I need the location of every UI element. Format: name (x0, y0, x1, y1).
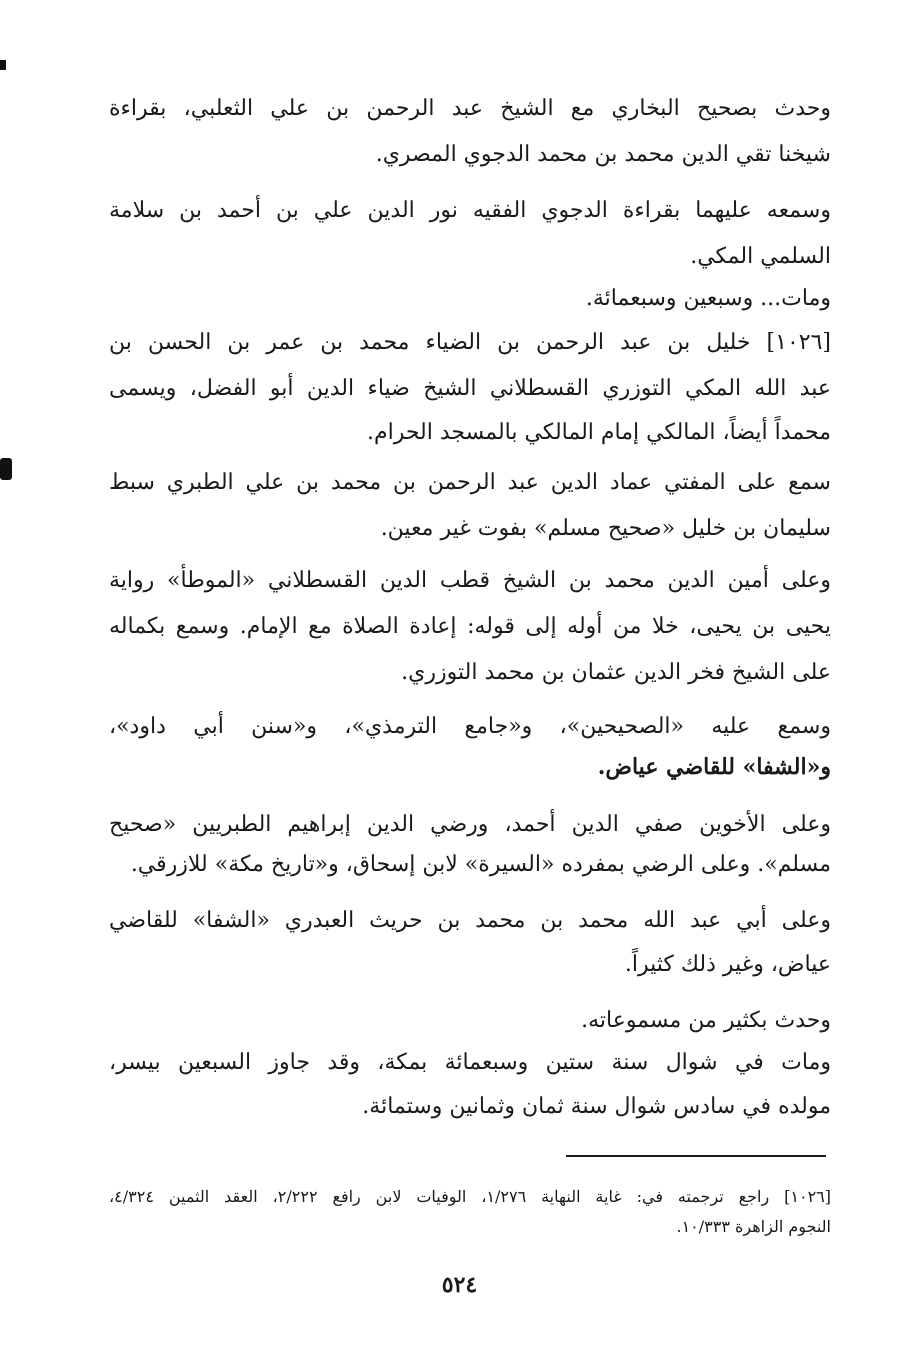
body-line: سليمان بن خليل «صحيح مسلم» بفوت غير معين. (380, 516, 831, 541)
entry-heading-line: [١٠٢٦] خليل بن عبد الرحمن بن الضياء محمد بن عمر بن الحسن بن (109, 330, 831, 355)
body-line: محمداً أيضاً، المالكي إمام المالكي بالمسجد الحرام. (366, 420, 831, 445)
body-line: وعلى الأخوين صفي الدين أحمد، ورضي الدين إبراهيم الطبريين «صحيح (109, 812, 831, 837)
body-line: وحدث بصحيح البخاري مع الشيخ عبد الرحمن بن علي الثعلبي، بقراءة (109, 96, 831, 121)
body-line: ومات... وسبعين وسبعمائة. (585, 286, 831, 311)
body-line: السلمي المكي. (690, 244, 831, 269)
body-line: وسمعه عليهما بقراءة الدجوي الفقيه نور الدين علي بن أحمد بن سلامة (109, 198, 831, 223)
body-line: يحيى بن يحيى، خلا من أوله إلى قوله: إعادة الصلاة مع الإمام. وسمع بكماله (109, 614, 831, 639)
body-line: وحدث بكثير من مسموعاته. (581, 1008, 831, 1033)
body-line: وسمع عليه «الصحيحين»، و«جامع الترمذي»، و«سنن أبي داود»، (109, 714, 831, 739)
margin-mark-middle (0, 458, 12, 480)
footnote-divider (566, 1155, 826, 1157)
footnote-line: [١٠٢٦] راجع ترجمته في: غاية النهاية ١/٢٧٦، الوفيات لابن رافع ٢/٢٢٢، العقد الثمين ٤/٣٢٤، (109, 1187, 831, 1206)
body-line: ومات في شوال سنة ستين وسبعمائة بمكة، وقد جاوز السبعين بيسر، (109, 1050, 831, 1075)
body-line: مولده في سادس شوال سنة ثمان وثمانين وستمائة. (362, 1094, 831, 1119)
body-line: مسلم». وعلى الرضي بمفرده «السيرة» لابن إسحاق، و«تاريخ مكة» للازرقي. (130, 852, 831, 877)
footnote-line: النجوم الزاهرة ١٠/٣٣٣. (676, 1217, 831, 1236)
margin-mark-top (0, 60, 6, 70)
body-line: عياض، وغير ذلك كثيراً. (624, 952, 831, 977)
body-line: سمع على المفتي عماد الدين عبد الرحمن بن محمد بن علي الطبري سبط (109, 470, 831, 495)
body-line: عبد الله المكي التوزري القسطلاني الشيخ ضياء الدين أبو الفضل، ويسمى (109, 376, 831, 401)
body-line: وعلى أبي عبد الله محمد بن محمد بن حريث العبدري «الشفا» للقاضي (109, 908, 831, 933)
page-number: ٥٢٤ (441, 1272, 478, 1298)
body-line: و«الشفا» للقاضي عياض. (597, 754, 831, 780)
body-line: وعلى أمين الدين محمد بن الشيخ قطب الدين القسطلاني «الموطأ» رواية (109, 568, 831, 593)
body-line: على الشيخ فخر الدين عثمان بن محمد التوزري. (401, 660, 831, 685)
body-line: شيخنا تقي الدين محمد بن محمد الدجوي المصري. (375, 142, 831, 167)
